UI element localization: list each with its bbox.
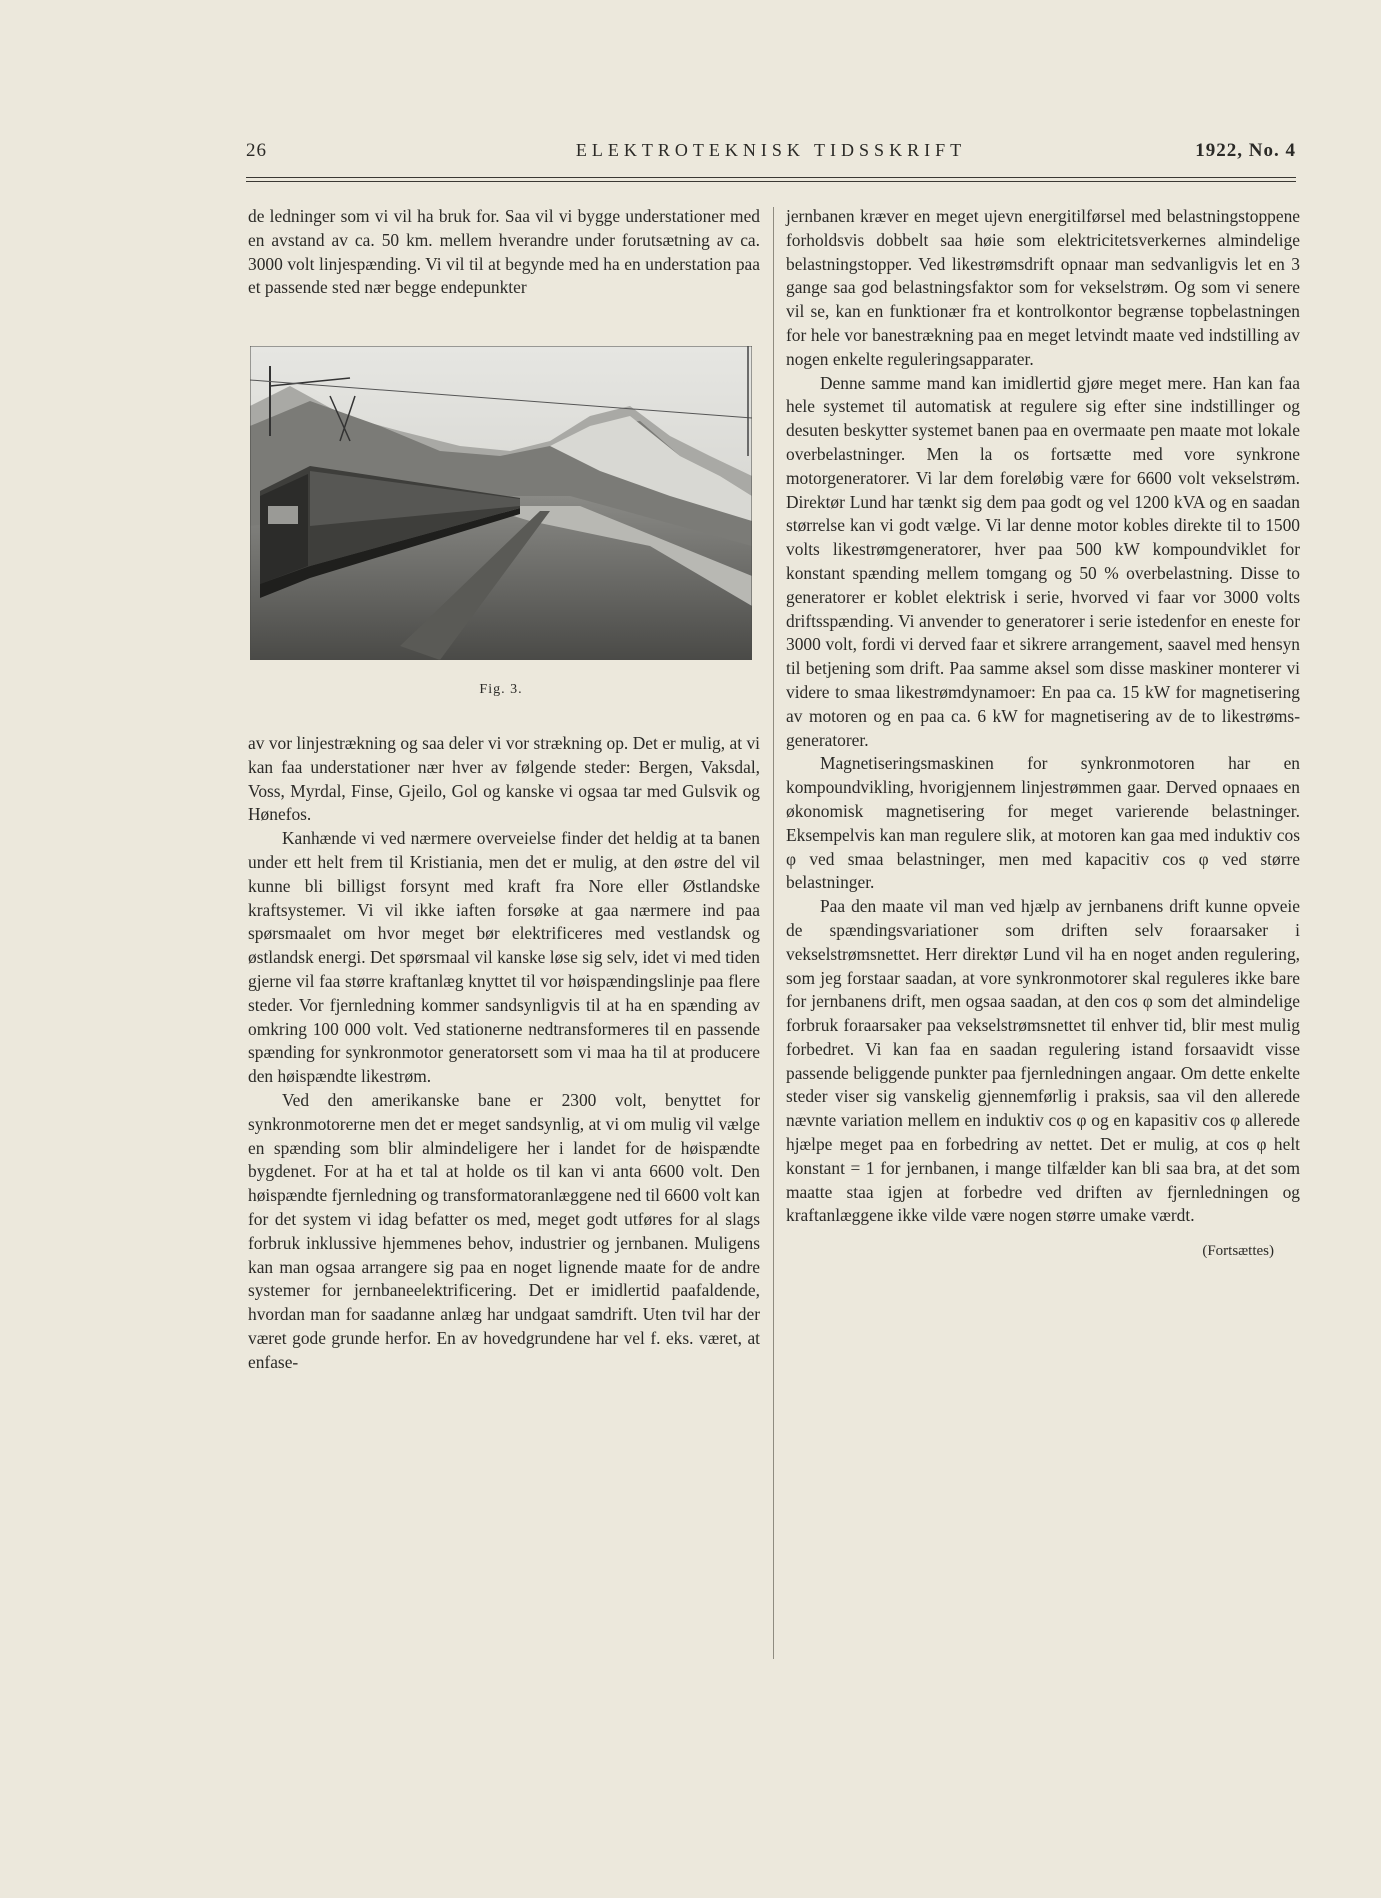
left-top-paragraph: de ledninger som vi vil ha bruk for. Saa vil vi bygge understationer med en avstand av ca. 50 km. mellem hverandre under forutsætning av ca. 3000 volt linjespænding. Vi vil til at begynde med ha en understation paa et passende sted nær begge endepunkter — [248, 206, 760, 298]
issue-label: 1922, No. 4 — [1195, 140, 1296, 161]
header-rule-top — [246, 177, 1296, 178]
right-column — [786, 205, 1300, 1264]
continued-note: (Fortsættes) — [1202, 1243, 1274, 1260]
page-header — [246, 140, 1296, 168]
left-paragraph-2: Kanhænde vi ved nærmere overveielse finder det heldig at ta banen under ett helt frem til Kristiania, men det er mulig, at den østre del vil kunne bli billigst forsynt med kraft fra Nore eller Østlandske kraftsystemer. Vi vil ikke iaften forsøke at gaa nærmere ind paa spørsmaalet om hvor meget bør elektrificeres med vestlandsk og østlandsk energi. Det spørsmaal vil kanske løse sig selv, idet vi med tiden gjerne vil faa større kraftanlæg knyttet til vor høispændingslinje paa flere steder. Vor fjernledning kommer sandsynligvis til at ha en spænding av omkring 100 000 volt. Ved stationerne nedtransformeres til en passende spænding for synkronmotor generatorsett som vi maa ha til at producere den høispændte likestrøm. — [248, 828, 760, 1087]
right-paragraph-4: Paa den maate vil man ved hjælp av jernbanens drift kunne opveie de spændingsvariationer som driften selv foraarsaker i vekselstrømsnettet. Herr direktør Lund vil ha en noget anden regulering, som jeg forstaar saadan, at vore synkronmotorer skal reguleres ikke bare for jernbanens drift, men ogsaa saadan, at den cos φ som det almindelige forbruk foraarsaker paa vekselstrømsnettet til enhver tid, blir mest mulig forbedret. Vi kan faa en saadan regulering istand forsaavidt visse passende beliggende punkter paa fjernledningen angaar. Om dette enkelte steder viser sig vanskelig gjennemførlig i praksis, saa vil den allerede nævnte variation mellem en induktiv cos φ og en kapasitiv cos φ allerede hjælpe meget paa en forbedring av nettet. Det er mulig, at cos φ helt konstant = 1 for jernbanen, i mange tilfælder kan bli saa bra, at det som maatte staa igjen at forbedre ved driften av fjernledningen og kraftanlæggene ikke vilde være nogen større umake værdt. — [786, 896, 1300, 1226]
page-number: 26 — [246, 140, 267, 161]
header-rule-bottom — [246, 181, 1296, 182]
figure-caption: Fig. 3. — [479, 682, 523, 697]
locomotive-photo — [250, 346, 752, 660]
right-paragraph-3: Magnetiseringsmaskinen for synkronmotoren har en kompoundvikling, hvorigjennem linjestrømmen gaar. Derved opnaaes en økonomisk magnetisering for meget varierende belastninger. Eksempelvis kan man regulere slik, at motoren kan gaa med induktiv cos φ ved smaa belastninger, men med kapacitiv cos φ ved større belastninger. — [786, 753, 1300, 893]
left-column-top — [248, 205, 760, 300]
right-paragraph-2: Denne samme mand kan imidlertid gjøre meget mere. Han kan faa hele systemet til automatisk at regulere sig efter sine indstillinger og desuten beskytter systemet banen paa en overmaate pen maate mot lokale overbelastninger. Men la os fortsætte med vore synkrone motorgeneratorer. Vi lar dem foreløbig være for 6600 volt vekselstrøm. Direktør Lund har tænkt sig dem paa godt og vel 1200 kVA og en saadan størrelse kan vi godt vælge. Vi lar denne motor kobles direkte til to 1500 volts likestrømgeneratorer, hver paa 500 kW kompoundviklet for konstant spænding mellem tomgang og 50 % overbelastning. Disse to generatorer er koblet elektrisk i serie, hvorved vi faar vor 3000 volts driftsspænding. Vi anvender to generatorer i serie istedenfor en eneste for 3000 volt, fordi vi derved faar et sikrere arrangement, saavel med hensyn til betjening som drift. Paa samme aksel som disse maskiner monterer vi videre to smaa likestrømdynamoer: En paa ca. 15 kW for magnetisering av motoren og en paa ca. 6 kW for magnetisering av de to likestrøms-generatorer. — [786, 372, 1300, 750]
column-divider — [773, 207, 774, 1659]
left-paragraph-1: av vor linjestrækning og saa deler vi vor strækning op. Det er mulig, at vi kan faa understationer nær hver av følgende steder: Bergen, Vaksdal, Voss, Myrdal, Finse, Gjeilo, Gol og kanske vi ogsaa tar med Gulsvik og Hønefos. — [248, 733, 760, 825]
left-paragraph-3: Ved den amerikanske bane er 2300 volt, benyttet for synkronmotorerne men det er meget sandsynlig, at vi om mulig vil vælge en spænding som blir almindeligere her i landet for de høispændte bygdenet. For at ha et tal at holde os til kan vi anta 6600 volt. Den høispændte fjernledning og transformatoranlæggene ned til 6600 volt kan for det system vi idag befatter os med, meget godt utføres for al slags forbruk inklussive hjemmenes behov, industrier og jernbanen. Muligens kan man ogsaa arrangere sig paa en noget lignende maate for de andre systemer for jernbaneelektrificering. Det er imidlertid paafaldende, hvordan man for saadanne anlæg har undgaat samdrift. Uten tvil har der været gode grunde herfor. En av hovedgrundene har vel f. eks. været, at enfase- — [248, 1089, 760, 1372]
left-column-bottom — [248, 732, 760, 1375]
right-paragraph-1: jernbanen kræver en meget ujevn energitilførsel med belastningstoppene forholdsvis dobbelt saa høie som elektricitetsverkernes almindelige belastningstopper. Ved likestrømsdrift opnaar man sedvanligvis let en 3 gange saa god belastningsfaktor som for vekselstrøm. Og som vi senere vil se, kan en funktionær fra et kontrolkontor begrænse topbelastningen for hele vor banestrækning paa en meget letvindt maate ved indstilling av nogen enkelte reguleringsapparater. — [786, 206, 1300, 369]
journal-title: ELEKTROTEKNISK TIDSSKRIFT — [575, 140, 967, 160]
